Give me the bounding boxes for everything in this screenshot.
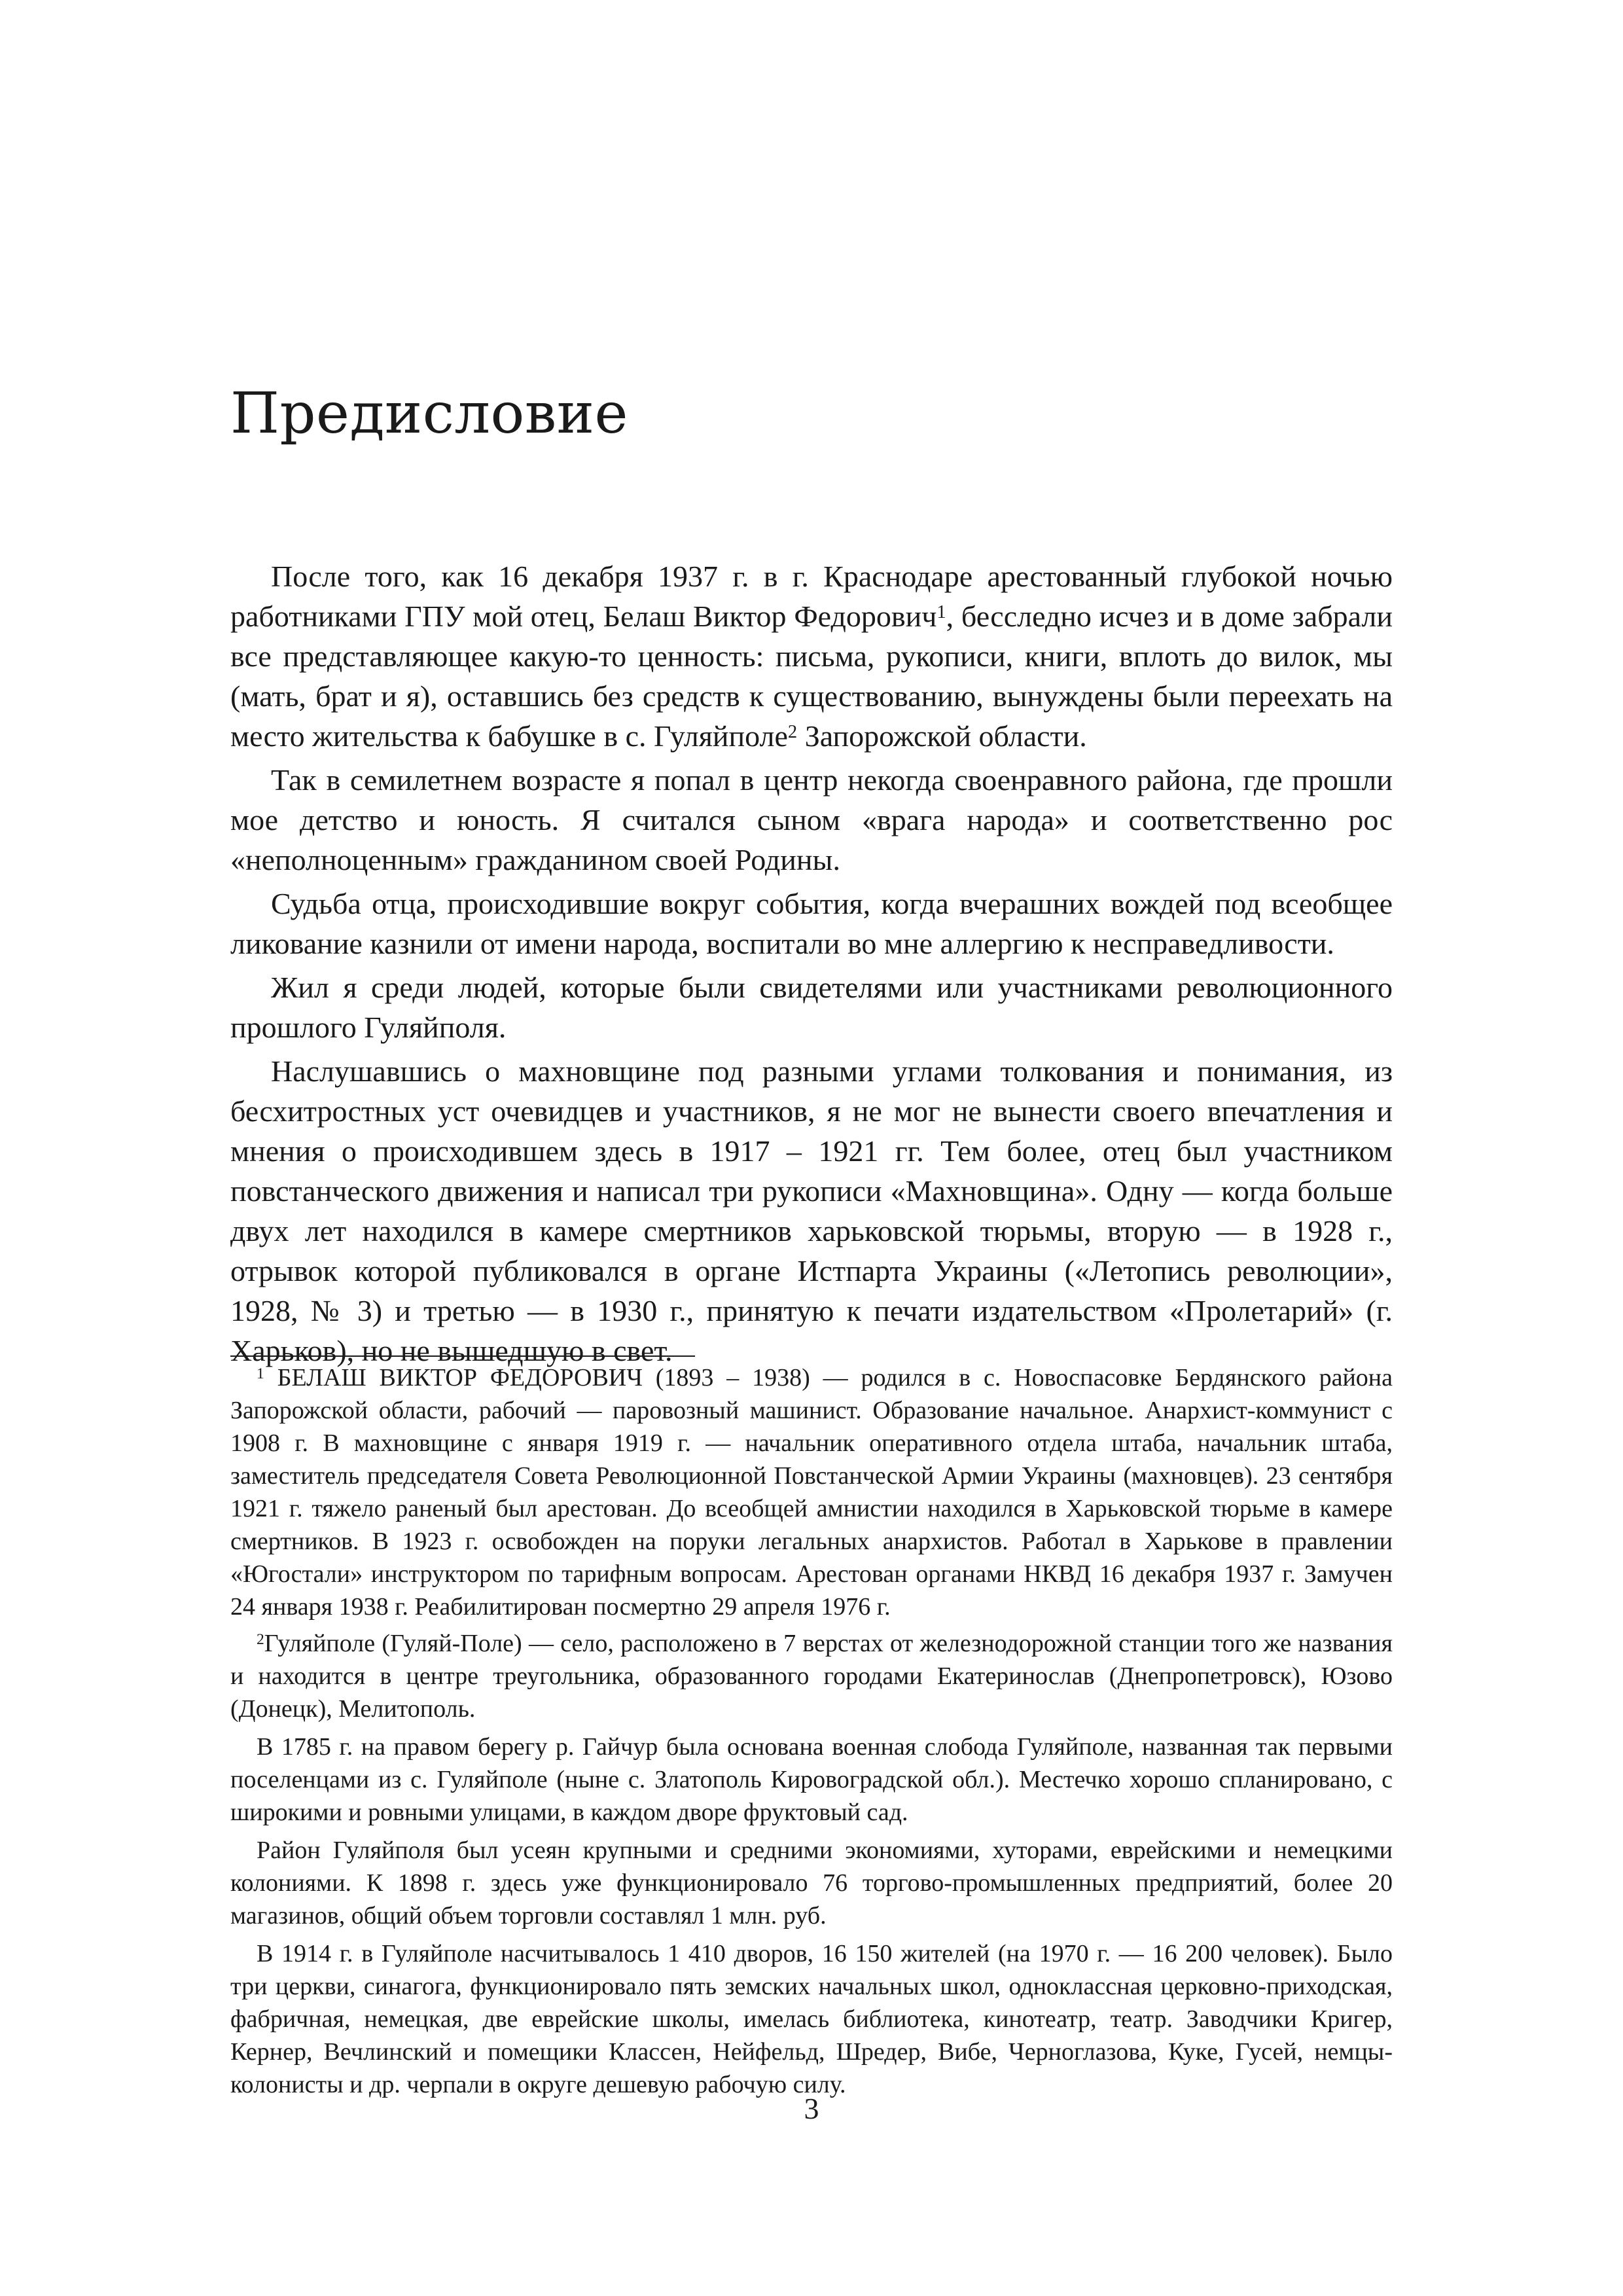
paragraph-5: Наслушавшись о махновщине под разными углами толкования и понимания, из бесхитростных уст очевидцев и участников, я не мог не вынести своего впечатления и мнения о происходившем здесь в 1917 – 1921 гг. Тем более, отец был участником повстанческого движения и написал три рукописи «Махновщина». Одну — когда больше двух лет находился в камере смертников харьковской тюрьмы, вторую — в 1928 г., отрывок которой публиковался в органе Истпарта Украины («Летопись революции», 1928, № 3) и третью — в 1930 г., принятую к печати издательством «Пролетарий» (г. Харьков), но не вышедшую в свет.: [230, 1054, 1393, 1367]
body-text: [230, 556, 1393, 1374]
footnote-1: [230, 1361, 1393, 1623]
footnote-2-text: Гуляйполе (Гуляй-Поле) — село, расположено в 7 верстах от железнодорожной станции того же названия и находится в центре треугольника, образованного городами Екатеринослав (Днепропетровск), Юзово (Донецк), Мелитополь.: [230, 1630, 1393, 1723]
paragraph-2: Так в семилетнем возрасте я попал в центр некогда своенравного района, где прошли мое детство и юность. Я считался сыном «врага народа» и соответственно рос «неполноценным» гражданином своей Родины.: [230, 763, 1393, 876]
footnote-ref-2: 2: [787, 722, 798, 743]
footnotes: [230, 1361, 1393, 2105]
page-number: 3: [804, 2092, 819, 2125]
chapter-title: Предисловие: [230, 381, 628, 446]
footnote-2-mark: 2: [257, 1631, 264, 1649]
paragraph-1-part-a: После того, как 16 декабря 1937 г. в г. Краснодаре арестованный глубокой ночью работниками ГПУ мой отец, Белаш Виктор Федорович: [230, 560, 1393, 633]
footnote-ref-1: 1: [936, 602, 946, 623]
footnote-separator: [230, 1355, 695, 1357]
paragraph-1: [230, 556, 1393, 756]
paragraph-1-part-b: , бесследно исчез и в доме забрали все представляющее какую-то ценность: письма, рукописи, книги, вплоть до вилок, мы (мать, брат и я), оставшись без средств к существованию, вынуждены были переехать на место жительства к бабушке в с. Гуляйполе: [230, 600, 1393, 753]
footnote-2: [230, 1627, 1393, 1725]
footnote-2-paragraph-3: Район Гуляйполя был усеян крупными и средними экономиями, хуторами, еврейскими и немецкими колониями. К 1898 г. здесь уже функционировало 76 торгово-промышленных предприятий, более 20 магазинов, общий объем торговли составлял 1 млн. руб.: [230, 1837, 1393, 1929]
paragraph-1-part-c: Запорожской области.: [797, 719, 1087, 753]
footnote-1-mark: 1: [257, 1365, 264, 1383]
footnote-2-paragraph-2: В 1785 г. на правом берегу р. Гайчур была основана военная слобода Гуляйполе, названная так первыми поселенцами из с. Гуляйполе (ныне с. Златополь Кировоградской обл.). Местечко хорошо спланировано, с широкими и ровными улицами, в каждом дворе фруктовый сад.: [230, 1733, 1393, 1826]
footnote-2-paragraph-4: В 1914 г. в Гуляйполе насчитывалось 1 410 дворов, 16 150 жителей (на 1970 г. — 16 200 человек). Было три церкви, синагога, функционировало пять земских начальных школ, одноклассная церковно-приходская, фабричная, немецкая, две еврейские школы, имелась библиотека, кинотеатр, театр. Заводчики Кригер, Кернер, Вечлинский и помещики Классен, Нейфельд, Шредер, Вибе, Черноглазова, Куке, Гусей, немцы-колонисты и др. черпали в округе дешевую рабочую силу.: [230, 1940, 1393, 2098]
paragraph-4: Жил я среди людей, которые были свидетелями или участниками революционного прошлого Гуляйполя.: [230, 971, 1393, 1044]
footnote-1-text: БЕЛАШ ВИКТОР ФЕДОРОВИЧ (1893 – 1938) — родился в с. Новоспасовке Бердянского района Запорожской области, рабочий — паровозный машинист. Образование начальное. Анархист-коммунист с 1908 г. В махновщине с января 1919 г. — начальник оперативного отдела штаба, начальник штаба, заместитель председателя Совета Революционной Повстанческой Армии Украины (махновцев). 23 сентября 1921 г. тяжело раненый был арестован. До всеобщей амнистии находился в Харьковской тюрьме в камере смертников. В 1923 г. освобожден на поруки легальных анархистов. Работал в Харькове в правлении «Югостали» инструктором по тарифным вопросам. Арестован органами НКВД 16 декабря 1937 г. Замучен 24 января 1938 г. Реабилитирован посмертно 29 апреля 1976 г.: [230, 1364, 1393, 1621]
paragraph-3: Судьба отца, происходившие вокруг события, когда вчерашних вождей под всеобщее ликование казнили от имени народа, воспитали во мне аллергию к несправедливости.: [230, 887, 1393, 960]
